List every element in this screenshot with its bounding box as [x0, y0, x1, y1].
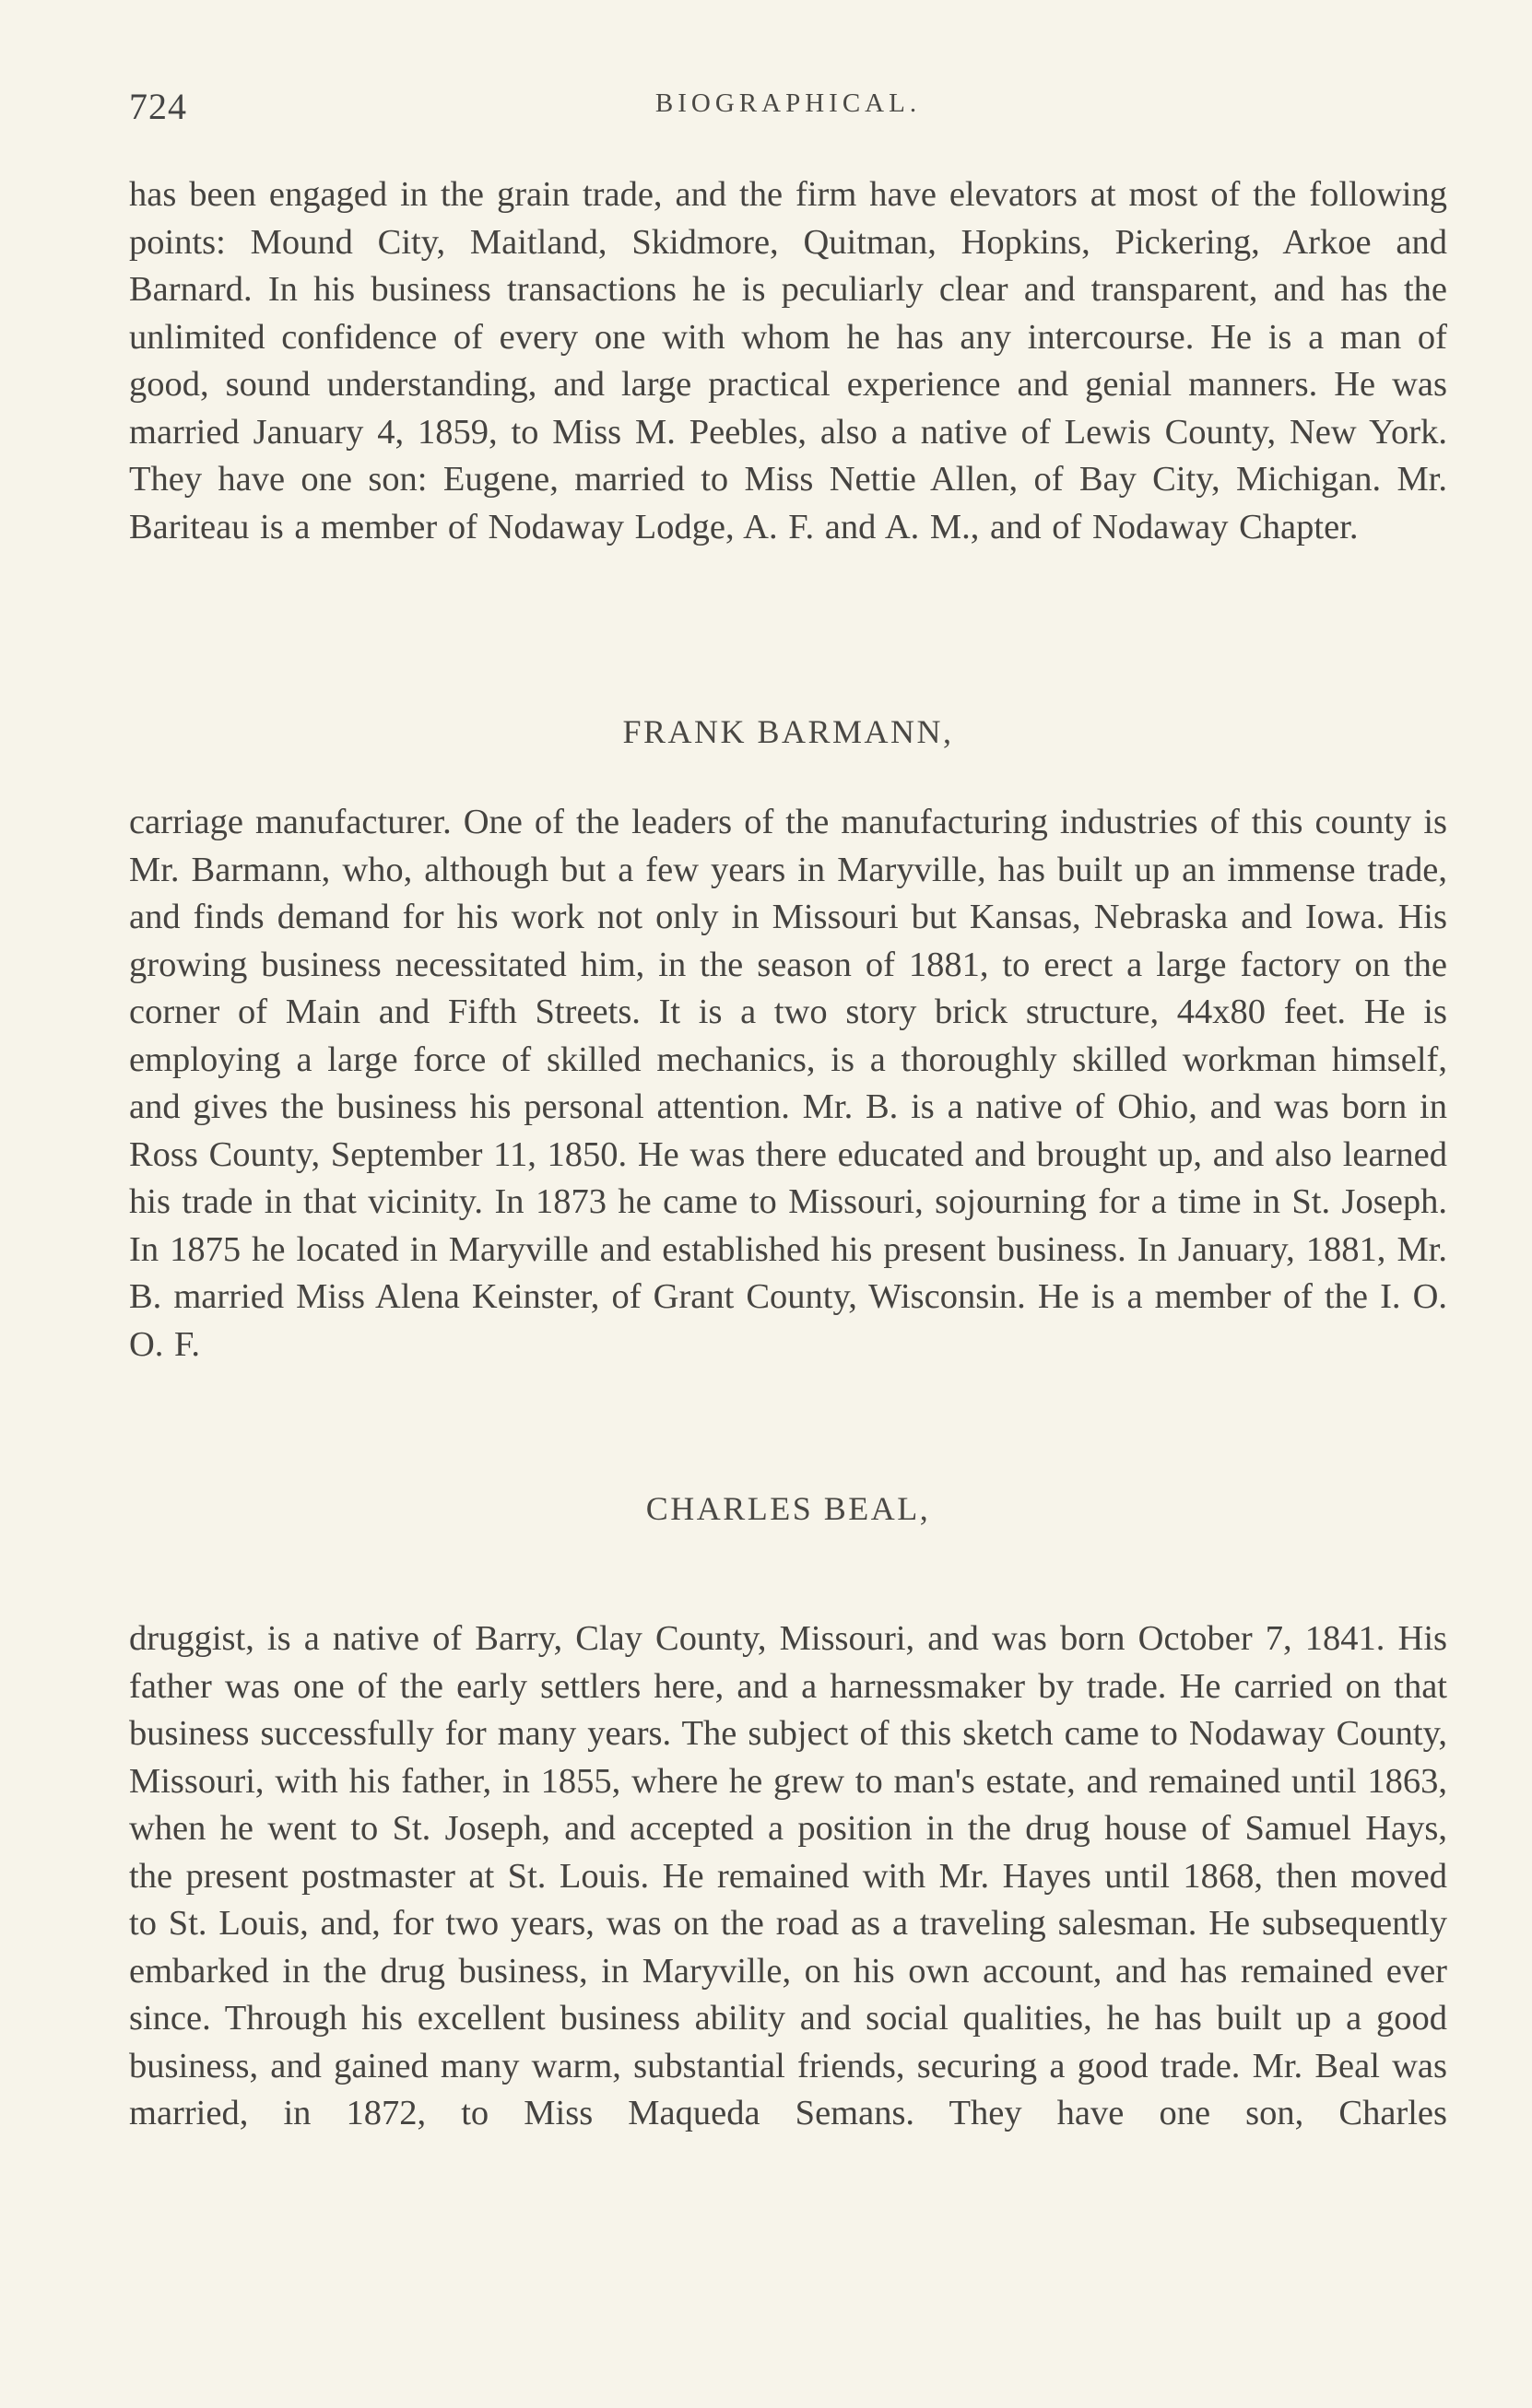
charles-beal-heading: CHARLES BEAL, — [645, 1490, 931, 1527]
frank-barmann-heading: FRANK BARMANN, — [622, 713, 954, 750]
page-number: 724 — [129, 86, 187, 127]
frank-barmann-paragraph: carriage manufacturer. One of the leaders of the manufacturing industries of this county is Mr. Barmann, who, although but a few years in Maryville, has built up an immense trade, and finds demand for his work not only in Missouri but Kansas, Nebraska and Iowa. His growing business necessitated him, in the season of 1881, to erect a large factory on the corner of Main and Fifth Streets. It is a two story brick structure, 44x80 feet. He is employing a large force of skilled mechanics, is a thoroughly skilled workman himself, and gives the business his personal attention. Mr. B. is a native of Ohio, and was born in Ross County, September 11, 1850. He was there educated and brought up, and also learned his trade in that vicinity. In 1873 he came to Missouri, sojourning for a time in St. Joseph. In 1875 he located in Maryville and established his present business. In January, 1881, Mr. B. married Miss Alena Keinster, of Grant County, Wisconsin. He is a member of the I. O. O. F. — [129, 803, 1447, 1364]
charles-beal-paragraph: druggist, is a native of Barry, Clay County, Missouri, and was born October 7, 1841. His father was one of the early settlers here, and a harnessmaker by trade. He carried on that business successfully for many years. The subject of this sketch came to Nodaway County, Missouri, with his father, in 1855, where he grew to man's estate, and remained until 1863, when he went to St. Joseph, and accepted a position in the drug house of Samuel Hays, the present postmaster at St. Louis. He remained with Mr. Hayes until 1868, then moved to St. Louis, and, for two years, was on the road as a traveling salesman. He subsequently embarked in the drug business, in Maryville, on his own account, and has remained ever since. Through his excellent business ability and social qualities, he has built up a good business, and gained many warm, substantial friends, securing a good trade. Mr. Beal was married, in 1872, to Miss Maqueda Semans. They have one son, Charles — [129, 1619, 1447, 2132]
page-header — [129, 85, 1447, 140]
intro-paragraph: has been engaged in the grain trade, and the firm have elevators at most of the following points: Mound City, Maitland, Skidmore, Quitman, Hopkins, Pickering, Arkoe and Barnard. In his business transactions he is peculiarly clear and transparent, and has the unlimited confidence of every one with whom he has any intercourse. He is a man of good, sound understanding, and large practical experience and genial manners. He was married January 4, 1859, to Miss M. Peebles, also a native of Lewis County, New York. They have one son: Eugene, married to Miss Nettie Allen, of Bay City, Michigan. Mr. Bariteau is a member of Nodaway Lodge, A. F. and A. M., and of Nodaway Chapter. — [129, 175, 1447, 546]
running-title: BIOGRAPHICAL. — [654, 88, 922, 118]
